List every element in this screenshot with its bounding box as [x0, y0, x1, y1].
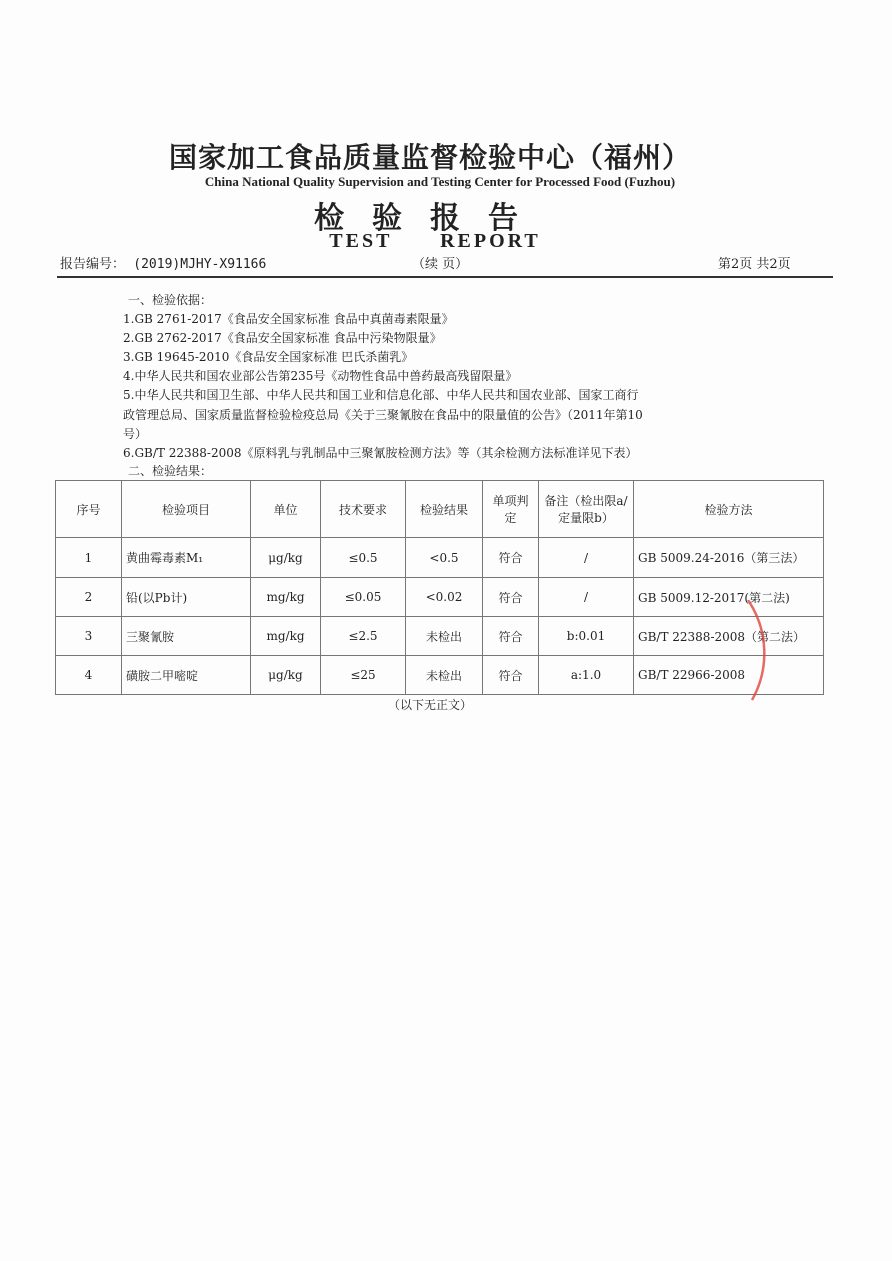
table-cell: 4 — [56, 656, 122, 695]
table-cell: b:0.01 — [539, 617, 634, 656]
basis-item: 6.GB/T 22388-2008《原料乳与乳制品中三聚氰胺检测方法》等（其余检测方法标准详见下表） — [123, 446, 638, 460]
continued-label: （续 页） — [412, 257, 469, 272]
table-cell: 未检出 — [406, 617, 483, 656]
table-cell: mg/kg — [251, 617, 321, 656]
col-header: 检验项目 — [122, 481, 251, 538]
col-header: 技术要求 — [321, 481, 406, 538]
col-header: 序号 — [56, 481, 122, 538]
table-cell: GB/T 22388-2008（第二法） — [634, 617, 824, 656]
table-cell: ≤0.5 — [321, 538, 406, 578]
basis-item: 4.中华人民共和国农业部公告第235号《动物性食品中兽药最高残留限量》 — [123, 369, 518, 383]
report-title: 检验报告 — [314, 201, 546, 236]
table-cell: ≤25 — [321, 656, 406, 695]
table-cell: 三聚氰胺 — [122, 617, 251, 656]
page-info: 第2页 共2页 — [718, 257, 791, 272]
col-header: 检验方法 — [634, 481, 824, 538]
table-cell: GB/T 22966-2008 — [634, 656, 824, 695]
table-cell: GB 5009.24-2016（第三法） — [634, 538, 824, 578]
basis-item: 号） — [123, 427, 148, 441]
table-cell: 磺胺二甲嘧啶 — [122, 656, 251, 695]
table-cell: 铅(以Pb计) — [122, 578, 251, 617]
table-cell: <0.5 — [406, 538, 483, 578]
report-number — [60, 253, 266, 272]
table-cell: μg/kg — [251, 656, 321, 695]
header-rule — [57, 276, 833, 278]
table-cell: 符合 — [483, 656, 539, 695]
report-title-en: TEST REPORT — [329, 230, 541, 252]
table-cell: <0.02 — [406, 578, 483, 617]
table-cell: 1 — [56, 538, 122, 578]
col-header: 单项判定 — [483, 481, 539, 538]
basis-item: 政管理总局、国家质量监督检验检疫总局《关于三聚氰胺在食品中的限量值的公告》（2011年第10 — [123, 408, 643, 422]
table-cell: GB 5009.12-2017(第二法) — [634, 578, 824, 617]
table-cell: 3 — [56, 617, 122, 656]
table-cell: 符合 — [483, 578, 539, 617]
col-header: 检验结果 — [406, 481, 483, 538]
basis-item: 2.GB 2762-2017《食品安全国家标准 食品中污染物限量》 — [123, 331, 442, 345]
center-title: 国家加工食品质量监督检验中心（福州） — [168, 141, 691, 174]
results-heading: 二、检验结果： — [128, 464, 213, 478]
table-cell: / — [539, 578, 634, 617]
end-of-text: （以下无正文） — [387, 698, 472, 712]
basis-item: 3.GB 19645-2010《食品安全国家标准 巴氏杀菌乳》 — [123, 350, 414, 364]
table-cell: 黄曲霉毒素M₁ — [122, 538, 251, 578]
center-title-en: China National Quality Supervision and Testing Center for Processed Food (Fuzhou) — [204, 174, 676, 189]
table-cell: 符合 — [483, 617, 539, 656]
table-cell: ≤0.05 — [321, 578, 406, 617]
table-cell: 2 — [56, 578, 122, 617]
table-cell: 符合 — [483, 538, 539, 578]
report-number-label: 报告编号： — [60, 257, 126, 272]
table-cell: 未检出 — [406, 656, 483, 695]
table-cell: ≤2.5 — [321, 617, 406, 656]
table-cell: a:1.0 — [539, 656, 634, 695]
col-header: 备注（检出限a/定量限b） — [539, 481, 634, 538]
basis-heading: 一、检验依据： — [128, 293, 213, 307]
table-cell: mg/kg — [251, 578, 321, 617]
report-number-value: (2019)MJHY-X91166 — [133, 257, 267, 272]
col-header: 单位 — [251, 481, 321, 538]
official-seal-stamp — [700, 600, 820, 710]
table-cell: μg/kg — [251, 538, 321, 578]
table-row — [56, 538, 824, 578]
table-header-row — [56, 481, 824, 538]
basis-item: 1.GB 2761-2017《食品安全国家标准 食品中真菌毒素限量》 — [123, 312, 454, 326]
table-cell: / — [539, 538, 634, 578]
basis-item: 5.中华人民共和国卫生部、中华人民共和国工业和信息化部、中华人民共和国农业部、国家工商行 — [123, 388, 639, 402]
